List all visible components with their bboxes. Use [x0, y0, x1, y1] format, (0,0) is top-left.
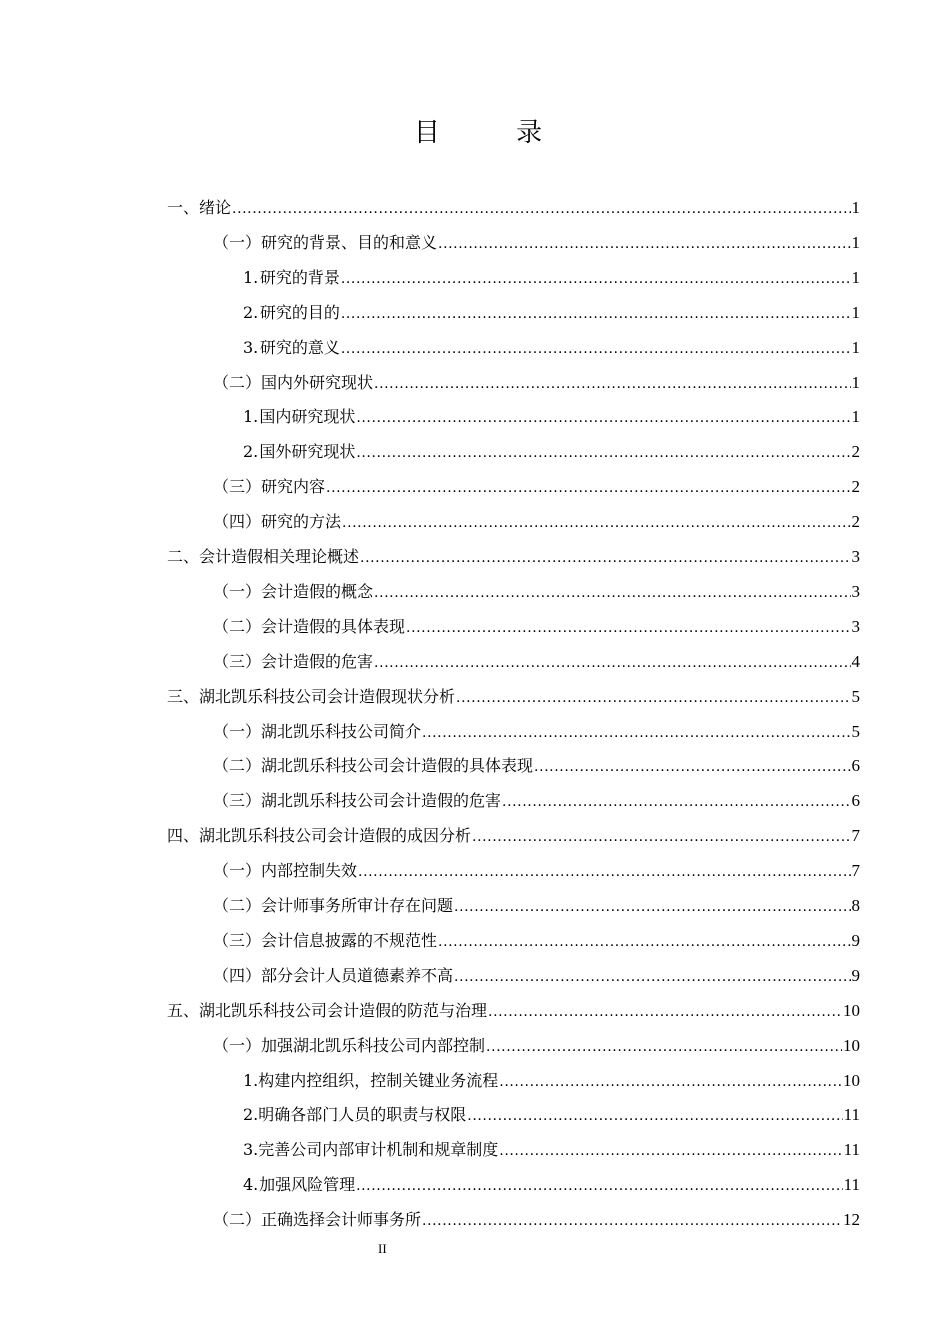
toc-entry-label: 研究的意义 [259, 337, 340, 357]
toc-dot-leader [467, 1099, 842, 1134]
toc-entry-label: 加强风险管理 [259, 1175, 356, 1195]
toc-dot-leader [438, 227, 850, 262]
toc-entry-label: 会计造假相关理论概述 [199, 547, 360, 566]
toc-entry-page: 1 [851, 372, 860, 392]
toc-entry[interactable] [213, 609, 860, 644]
toc-entry[interactable] [213, 574, 860, 609]
toc-entry-page: 9 [851, 930, 860, 950]
toc-dot-leader [454, 960, 850, 995]
toc-entry[interactable] [213, 365, 860, 400]
toc-dot-leader [341, 332, 851, 367]
toc-entry-page: 10 [843, 1035, 860, 1055]
toc-entry-number: （二） [213, 616, 262, 636]
toc-entry-number: （二） [213, 756, 262, 776]
toc-entry-number: 二、 [167, 547, 200, 566]
toc-entry-label: 研究内容 [261, 477, 326, 497]
toc-entry-label: 研究的方法 [261, 512, 342, 532]
toc-entry-page: 1 [851, 232, 860, 252]
toc-entry-label: 加强湖北凯乐科技公司内部控制 [261, 1035, 486, 1055]
toc-entry-label: 国外研究现状 [259, 442, 356, 462]
toc-entry-label: 湖北凯乐科技公司会计造假的防范与治理 [199, 1000, 488, 1020]
toc-entry[interactable] [213, 783, 860, 818]
toc-entry[interactable] [213, 853, 860, 888]
toc-entry-page: 6 [851, 791, 860, 811]
toc-entry-number: （四） [213, 965, 262, 985]
toc-entry[interactable] [243, 295, 860, 330]
toc-entry-page: 10 [843, 1000, 860, 1020]
toc-dot-leader [356, 1169, 843, 1204]
toc-entry-number: （一） [213, 721, 262, 741]
toc-entry-number: （三） [213, 651, 262, 671]
toc-entry[interactable] [213, 923, 860, 958]
toc-entry[interactable] [167, 818, 860, 853]
toc-entry-page: 10 [843, 1070, 860, 1090]
toc-entry-page: 2 [851, 442, 860, 462]
toc-dot-leader [356, 401, 850, 436]
toc-entry[interactable] [213, 469, 860, 504]
toc-dot-leader [374, 576, 850, 611]
toc-dot-leader [534, 750, 850, 785]
toc-dot-leader [454, 890, 850, 925]
toc-entry-number: 1. [243, 407, 259, 427]
toc-dot-leader [232, 192, 850, 227]
toc-entry-page: 12 [843, 1210, 860, 1230]
toc-entry-page: 7 [851, 826, 860, 846]
toc-entry-page: 5 [851, 721, 860, 741]
toc-entry-label: 湖北凯乐科技公司会计造假的成因分析 [199, 826, 472, 846]
toc-entry[interactable] [243, 1167, 860, 1202]
toc-entry[interactable] [213, 748, 860, 783]
toc-dot-leader [499, 1065, 842, 1100]
toc-dot-leader [406, 611, 850, 646]
toc-entry-label: 会计造假的具体表现 [261, 616, 406, 636]
toc-dot-leader [374, 367, 850, 402]
toc-entry[interactable] [213, 958, 860, 993]
toc-dot-leader [422, 716, 850, 751]
toc-entry-number: （三） [213, 791, 262, 811]
toc-entry-page: 4 [851, 651, 860, 671]
toc-entry-label: 会计造假的危害 [261, 651, 374, 671]
toc-entry-page: 11 [843, 1140, 860, 1160]
toc-entry-label: 正确选择会计师事务所 [261, 1210, 422, 1230]
toc-entry[interactable] [213, 1028, 860, 1063]
toc-entry-number: （一） [213, 861, 262, 881]
toc-entry-label: 研究的背景、目的和意义 [261, 232, 438, 252]
toc-entry-page: 11 [843, 1105, 860, 1125]
toc-entry-label: 国内外研究现状 [261, 372, 374, 392]
toc-entry[interactable] [243, 1097, 860, 1132]
toc-title: 目 录 [413, 118, 577, 148]
toc-dot-leader [356, 436, 850, 471]
toc-dot-leader [374, 646, 850, 681]
toc-dot-leader [472, 820, 850, 855]
toc-entry-page: 9 [851, 965, 860, 985]
toc-entry-number: （二） [213, 896, 262, 915]
toc-entry-number: （一） [213, 1035, 262, 1055]
toc-entry[interactable] [243, 330, 860, 365]
toc-entry[interactable] [243, 399, 860, 434]
toc-entry-page: 1 [851, 407, 860, 427]
toc-entry-page: 1 [851, 198, 860, 217]
toc-entry-page: 3 [851, 547, 860, 566]
toc-entry-page: 2 [851, 477, 860, 497]
toc-entry[interactable] [213, 225, 860, 260]
toc-entry[interactable] [243, 260, 860, 295]
toc-entry-page: 8 [851, 896, 860, 915]
toc-entry-label: 研究的目的 [259, 302, 340, 322]
toc-entry-number: 1. [243, 1070, 259, 1090]
toc-entry-number: 2. [243, 442, 259, 462]
toc-entry-number: 3. [243, 1140, 259, 1160]
toc-entry-number: （三） [213, 930, 262, 950]
toc-entry-page: 1 [851, 337, 860, 357]
toc-entry-number: 2. [243, 302, 259, 322]
toc-dot-leader [456, 681, 850, 716]
toc-entry-page: 5 [851, 686, 860, 706]
toc-entry-page: 11 [843, 1175, 860, 1195]
toc-entry-number: 三、 [167, 686, 200, 706]
toc-entry-label: 完善公司内部审计机制和规章制度 [258, 1140, 499, 1160]
toc-entry-page: 1 [851, 302, 860, 322]
toc-entry-label: 会计造假的概念 [261, 581, 374, 601]
toc-dot-leader [342, 506, 850, 541]
toc-entry-number: 2. [243, 1105, 259, 1125]
toc-entry-number: 4. [243, 1175, 259, 1195]
toc-entry-label: 会计信息披露的不规范性 [261, 930, 438, 950]
toc-entry[interactable] [213, 504, 860, 539]
toc-entry-number: （二） [213, 1210, 262, 1230]
toc-dot-leader [341, 297, 851, 332]
toc-dot-leader [486, 1030, 842, 1065]
toc-entry-number: 五、 [167, 1000, 200, 1020]
toc-entry[interactable] [213, 644, 860, 679]
toc-entry-label: 内部控制失效 [261, 861, 358, 881]
toc-entry[interactable] [213, 888, 860, 923]
toc-entry-number: 四、 [167, 826, 200, 846]
toc-entry-label: 会计师事务所审计存在问题 [261, 896, 454, 915]
toc-entry-label: 湖北凯乐科技公司会计造假的危害 [261, 791, 502, 811]
toc-entry[interactable] [167, 190, 860, 225]
toc-entry-number: （一） [213, 581, 262, 601]
page-number: II [378, 1241, 387, 1256]
toc-entry-label: 构建内控组织，控制关键业务流程 [258, 1070, 499, 1090]
toc-entry[interactable] [243, 1063, 860, 1098]
toc-entry[interactable] [243, 1132, 860, 1167]
toc-entry-number: 1. [243, 267, 259, 287]
toc-dot-leader [438, 925, 850, 960]
toc-dot-leader [341, 262, 851, 297]
toc-entry[interactable] [167, 539, 860, 574]
toc-entry-label: 明确各部门人员的职责与权限 [258, 1105, 467, 1125]
toc-entry-label: 部分会计人员道德素养不高 [261, 965, 454, 985]
toc-entry[interactable] [243, 434, 860, 469]
toc-dot-leader [499, 1134, 842, 1169]
toc-entry-page: 7 [851, 861, 860, 881]
toc-entry-page: 6 [851, 756, 860, 776]
toc-entry-number: 一、 [167, 198, 200, 217]
toc-entry-label: 绪论 [199, 198, 232, 217]
toc-entry-label: 湖北凯乐科技公司会计造假的具体表现 [261, 756, 534, 776]
toc-dot-leader [360, 541, 850, 576]
toc-entry-page: 1 [851, 267, 860, 287]
toc-entry-number: （三） [213, 477, 262, 497]
toc-entry[interactable] [213, 714, 860, 749]
toc-entry[interactable] [167, 679, 860, 714]
toc-entry-page: 3 [851, 581, 860, 601]
toc-entry-number: （四） [213, 512, 262, 532]
toc-entry-number: （一） [213, 232, 262, 252]
toc-dot-leader [488, 995, 842, 1030]
toc-entry-page: 2 [851, 512, 860, 532]
toc-entry-label: 国内研究现状 [259, 407, 356, 427]
toc-entry-label: 湖北凯乐科技公司简介 [261, 721, 422, 741]
toc-entry[interactable] [213, 1202, 860, 1237]
toc-dot-leader [502, 785, 850, 820]
toc-entry-number: （二） [213, 372, 262, 392]
toc-entry-number: 3. [243, 337, 259, 357]
toc-entry[interactable] [167, 993, 860, 1028]
toc-entry-label: 湖北凯乐科技公司会计造假现状分析 [199, 686, 456, 706]
toc-dot-leader [358, 855, 850, 890]
toc-entry-label: 研究的背景 [259, 267, 340, 287]
toc-entry-page: 3 [851, 616, 860, 636]
toc-dot-leader [326, 471, 850, 506]
toc-dot-leader [422, 1204, 842, 1239]
